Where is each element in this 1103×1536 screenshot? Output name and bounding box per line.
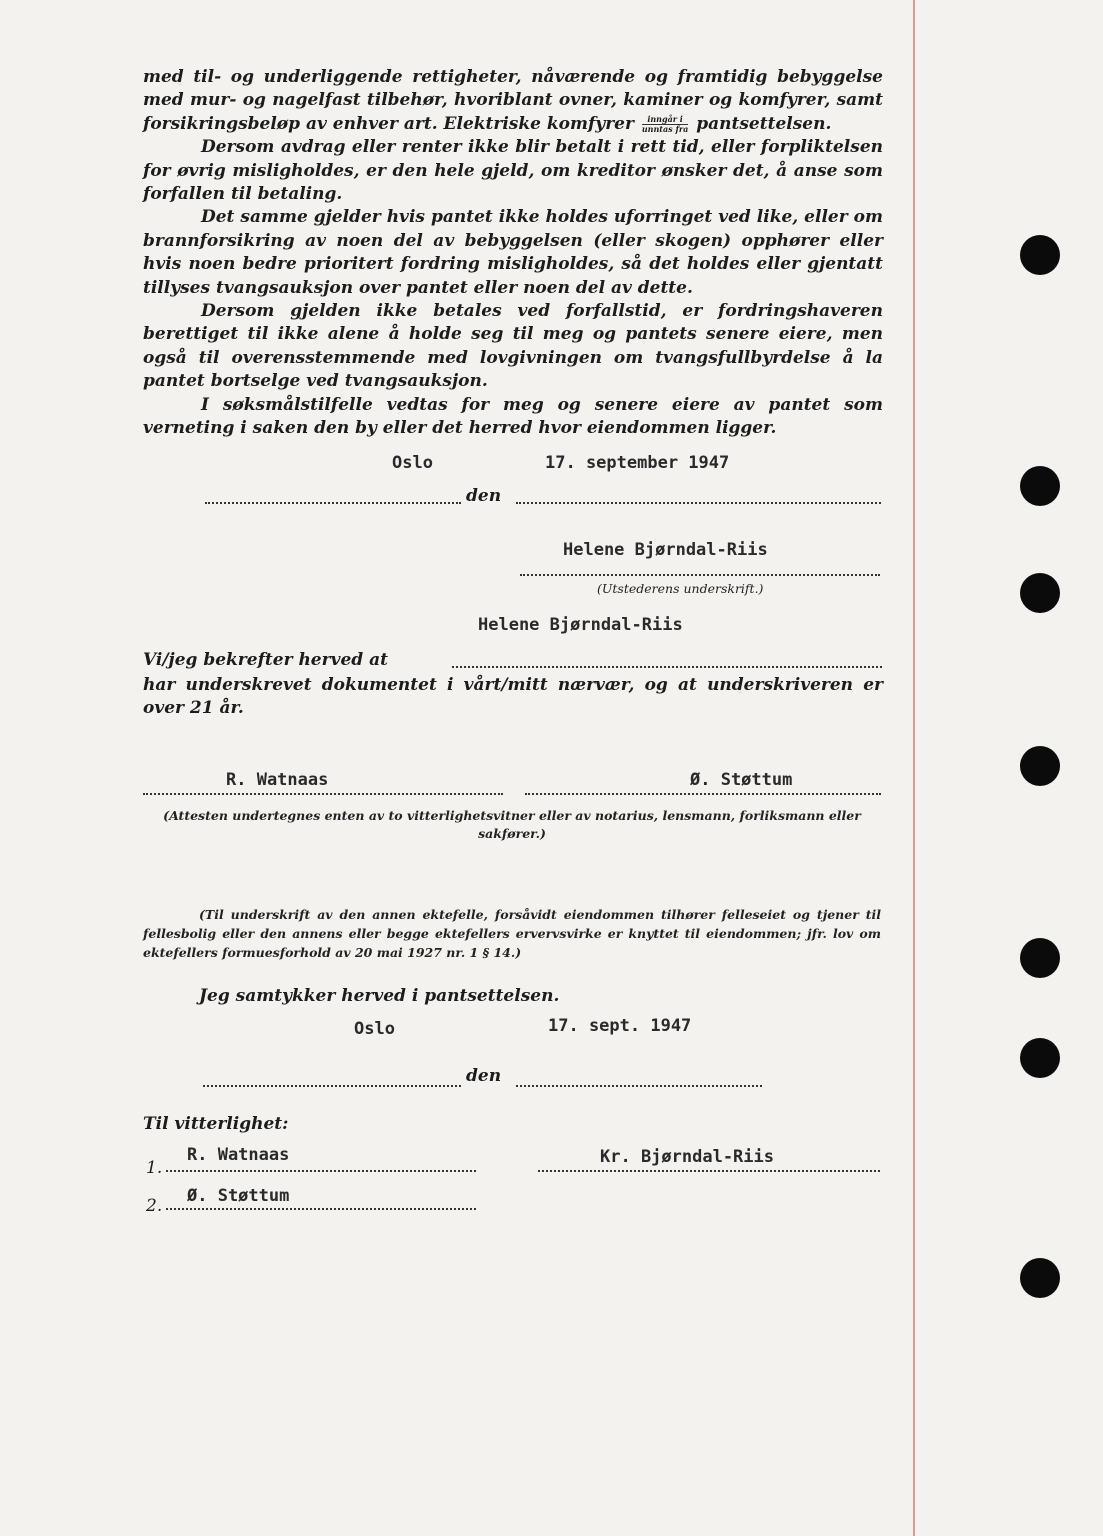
attestation-number-2: 2. (146, 1196, 163, 1216)
punch-hole (1020, 746, 1060, 786)
place-dotted-line (205, 502, 461, 504)
punch-hole (1020, 573, 1060, 613)
issuer-signature: Helene Bjørndal-Riis (563, 540, 768, 560)
confirmed-signer-name: Helene Bjørndal-Riis (478, 615, 683, 635)
consent-place: Oslo (354, 1019, 395, 1039)
attestation-line-1 (166, 1170, 476, 1172)
consent-place-dotted-line (203, 1085, 461, 1087)
consent-statement: Jeg samtykker herved i pantsettelsen. (199, 986, 560, 1006)
consent-date-dotted-line (516, 1085, 762, 1087)
confirmation-lead: Vi/jeg bekrefter herved at (143, 650, 388, 670)
attestation-heading: Til vitterlighet: (143, 1114, 289, 1134)
den-label: den (466, 486, 502, 506)
paragraph-rights: med til- og underliggende rettigheter, nåværende og framtidig bebyggelse med mur- og nagelfast tilbehør, hvoriblant ovner, kaminer og komfyrer, samt forsikringsbeløp av enhver art. Elektriske komfyrer $\frac{\text{inngår i}}{\text{unntas fra}}$ pantsettelsen. (143, 67, 883, 134)
margin-rule (913, 0, 915, 1536)
spouse-consent-note: (Til underskrift av den annen ektefelle, forsåvidt eiendommen tilhører felleseiet og tjener til fellesbolig eller den annens eller begge ektefellers ervervsvirke er knyttet til eiendommen; jfr. lov om ektefellers formuesforhold av 20 mai 1927 nr. 1 § 14.) (143, 907, 881, 960)
witness-2-signature: Ø. Støttum (690, 770, 793, 790)
paragraph-default: Dersom avdrag eller renter ikke blir betalt i rett tid, eller forpliktelsen for øvrig misligholdes, er den hele gjeld, om kreditor ønsker det, å anse som forfallen til betaling. (143, 137, 883, 205)
included-excluded-fraction: $\frac{\text{inngår i}}{\text{unntas fra}}$ (641, 113, 689, 134)
attestation-note: (Attesten undertegnes enten av to vitterlighetsvitner eller av notarius, lensmann, forliksmann eller sakfører.) (163, 808, 861, 841)
attestation-line-2 (166, 1208, 476, 1210)
attestation-number-1: 1. (146, 1158, 163, 1178)
date-dotted-line (516, 502, 881, 504)
paragraph-deterioration: Det samme gjelder hvis pantet ikke holdes uforringet ved like, eller om brannforsikring av noen del av bebyggelsen (eller skogen) opphører eller hvis noen bedre prioritert fordring misligholdes, så det holdes eller gjentatt tillyses tvangsauksjon over pantet eller noen del av dette. (143, 207, 883, 298)
confirmation-statement: har underskrevet dokumentet i vårt/mitt nærvær, og at underskriveren er over 21 år. (143, 675, 883, 719)
witness-2-dotted-line (525, 793, 881, 795)
attestation-witness-2: Ø. Støttum (187, 1186, 290, 1206)
paragraph-enforcement: Dersom gjelden ikke betales ved forfallstid, er fordringshaveren berettiget til ikke alene å holde seg til meg og pantets senere eiere, men også til overensstemmende med lovgivningen om tvangsfullbyrdelse å la pantet bortselge ved tvangsauksjon. (143, 301, 883, 392)
punch-hole (1020, 1038, 1060, 1078)
punch-hole (1020, 235, 1060, 275)
punch-hole (1020, 466, 1060, 506)
punch-hole (1020, 1258, 1060, 1298)
witness-1-signature: R. Watnaas (226, 770, 329, 790)
consent-date: 17. sept. 1947 (548, 1016, 692, 1036)
punch-hole (1020, 938, 1060, 978)
issue-place: Oslo (392, 453, 433, 473)
signature-dotted-line (520, 574, 880, 576)
confirmation-dotted-line (452, 666, 882, 668)
spouse-signature-line (538, 1170, 880, 1172)
issuer-signature-caption: (Utstederens underskrift.) (597, 581, 764, 596)
paragraph-venue: I søksmålstilfelle vedtas for meg og senere eiere av pantet som verneting i saken den by eller det herred hvor eiendommen ligger. (143, 394, 883, 439)
spouse-signature: Kr. Bjørndal-Riis (600, 1147, 774, 1167)
witness-1-dotted-line (143, 793, 503, 795)
pledge-terms-text (143, 66, 883, 441)
attestation-witness-1: R. Watnaas (187, 1145, 290, 1165)
issue-date: 17. september 1947 (545, 453, 730, 473)
consent-den-label: den (466, 1066, 502, 1086)
